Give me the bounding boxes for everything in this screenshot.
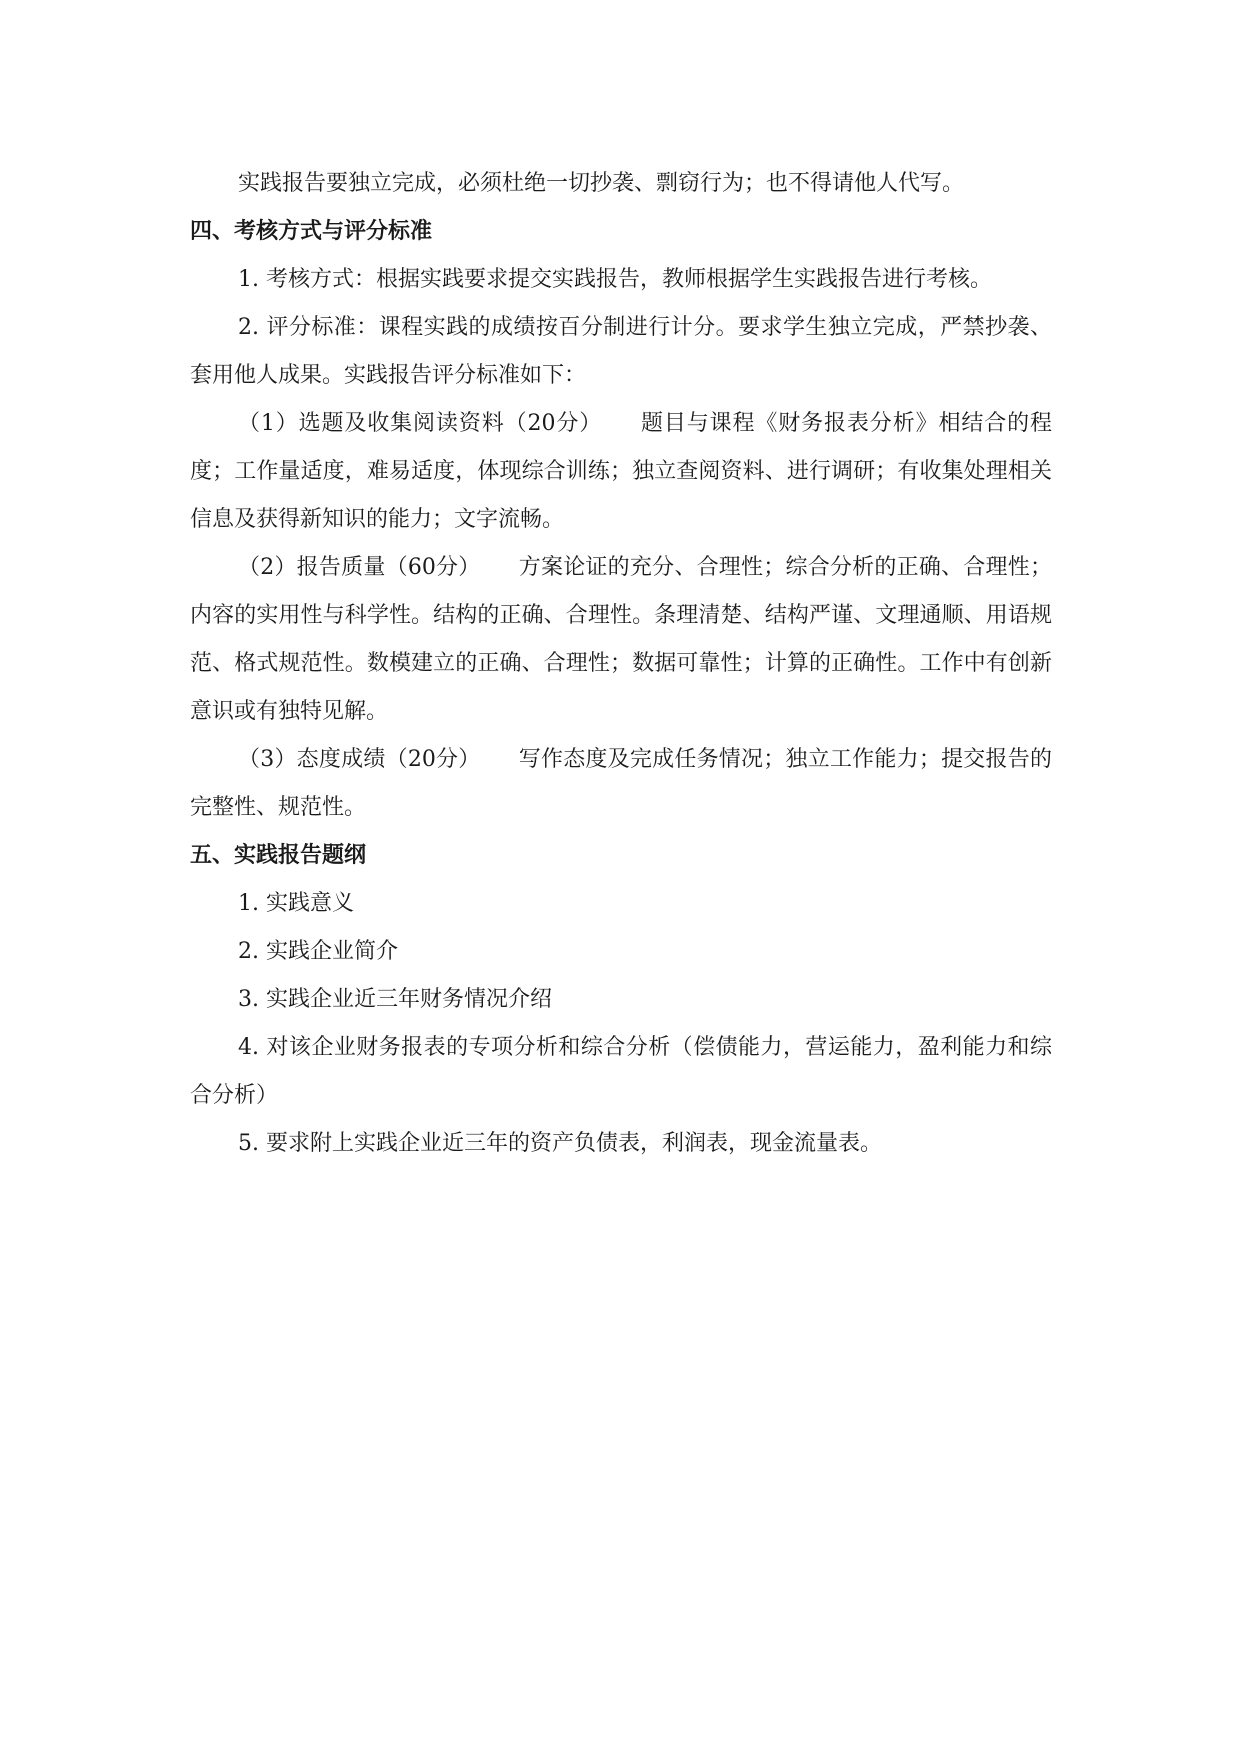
criterion-title: （2）报告质量（60分） [238, 555, 481, 580]
criterion-title: （1）选题及收集阅读资料（20分） [238, 411, 603, 436]
section-4-heading: 四、考核方式与评分标准 [190, 219, 433, 244]
outline-item: 5. 要求附上实践企业近三年的资产负债表，利润表，现金流量表。 [238, 1131, 882, 1156]
outline-item: 2. 实践企业简介 [238, 939, 398, 964]
criterion-report-quality [190, 544, 1052, 736]
intro-paragraph: 实践报告要独立完成，必须杜绝一切抄袭、剽窃行为；也不得请他人代写。 [238, 171, 965, 196]
grading-standard: 2. 评分标准：课程实践的成绩按百分制进行计分。要求学生独立完成，严禁抄袭、套用他人成果。实践报告评分标准如下： [190, 315, 1052, 388]
section-5-heading: 五、实践报告题纲 [190, 843, 367, 868]
criterion-description: 题目与课程《财务报表分析》相结合的程度；工作量适度，难易适度，体现综合训练；独立查阅资料、进行调研；有收集处理相关信息及获得新知识的能力；文字流畅。 [190, 411, 1052, 532]
criterion-topic-selection [190, 400, 1052, 544]
outline-item: 3. 实践企业近三年财务情况介绍 [238, 987, 552, 1012]
document-page [190, 160, 1052, 1168]
outline-item: 1. 实践意义 [238, 891, 354, 916]
criterion-description: 写作态度及完成任务情况；独立工作能力；提交报告的完整性、规范性。 [190, 747, 1052, 820]
criterion-description: 方案论证的充分、合理性；综合分析的正确、合理性；内容的实用性与科学性。结构的正确、合理性。条理清楚、结构严谨、文理通顺、用语规范、格式规范性。数模建立的正确、合理性；数据可靠性；计算的正确性。工作中有创新意识或有独特见解。 [190, 555, 1052, 724]
outline-item: 4. 对该企业财务报表的专项分析和综合分析（偿债能力，营运能力，盈利能力和综合分析） [190, 1035, 1052, 1108]
criterion-title: （3）态度成绩（20分） [238, 747, 481, 772]
criterion-attitude [190, 736, 1052, 832]
assessment-method: 1. 考核方式：根据实践要求提交实践报告，教师根据学生实践报告进行考核。 [238, 267, 992, 292]
